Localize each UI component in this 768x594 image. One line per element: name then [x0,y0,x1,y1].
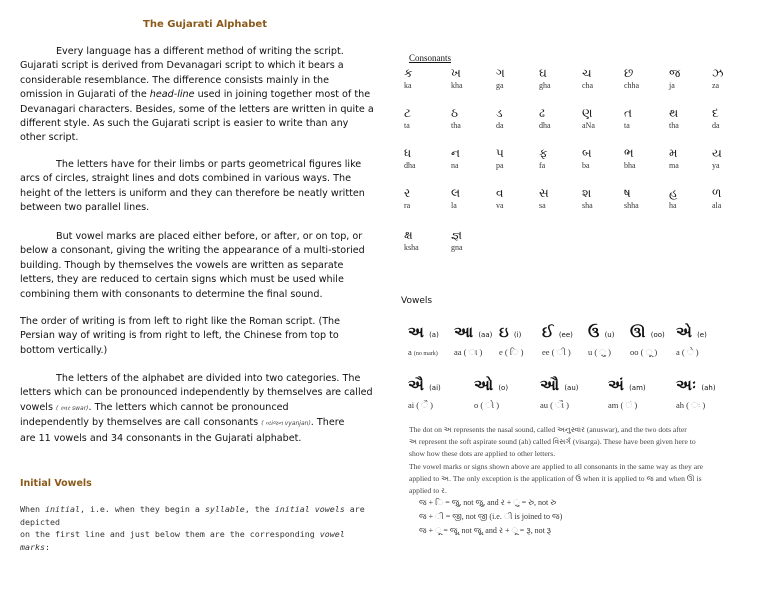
initial-vowels-text: When initial, i.e. when they begin a syllable, the initial vowels are depicted on the first line and just below them are the corresponding vowel marks: [20,504,365,552]
consonant-cell: જ્ઞ gna [451,228,463,252]
vowel-cell: અં (am) am ( ં ) [608,376,646,410]
vowel-cell: ઈ (ee) ee ( ી ) [542,323,573,357]
vowels-label: Vowels [401,296,433,306]
consonant-cell: ભ bha [624,146,636,170]
consonant-cell: ણ aNa [582,106,595,130]
consonant-cell: ફ fa [539,146,548,170]
vowel-cell: ઐ (ai) ai ( ૈ ) [408,376,441,410]
vowel-cell: આ (aa) aa ( ા ) [454,323,493,357]
paragraph-script-origin: Every language has a different method of writing the script. Gujarati script is derived from Devanagari script to which it bears a considerable resemblance. The difference consists mainly in the omission in Gujarati of the head-line used in joining together most of the Devanagari characters. Besides, some of the letters are written in quite a different style. As such the Gujarati script is easier to write than any other script. [20,46,374,144]
paragraph-writing-direction: The order of writing is from left to right like the Roman script. (The Persian way of writing is from right to left, the Chinese from top to bottom vertically.) [20,316,341,356]
example-line: જ + િ = જુ, not જુ, and ર + ુ = રુ, not રુ [419,498,557,507]
vowel-cell: ઔ (au) au ( ૌ ) [540,376,579,410]
consonant-cell: લ la [451,186,461,210]
vowel-cell: ઉ (u) u ( ુ ) [588,323,615,357]
example-line: જ + ૂ = જૂ, not જૂ, and ર + ૂ = રૂ, not રૂ [419,526,552,535]
consonant-cell: સ sa [539,186,549,210]
consonant-cell: જ ja [669,66,681,90]
example-line: જ + ી = જી, not જી (i.e. ી is joined to જ) [419,512,563,521]
consonant-cell: બ ba [582,146,592,170]
consonant-cell: વ va [496,186,504,210]
consonant-cell: ત ta [624,106,632,130]
vowel-notes: The dot on અ represents the nasal sound, called અનુસ્વાર (anuswar), and the two dots after અ represent the soft aspirate sound (ah) called વિસર્ગ (visarga). These have been given here to show how these dots are applied to other letters. The vowel marks or signs shown above are applied to all consonants in the same way as they are applied to અ. The only exception is the application of ઉ when it is applied to જ and when ઊ is applied to ર. [409,425,703,496]
consonant-cell: ઢ dha [539,106,551,130]
consonant-cell: હ ha [669,186,678,210]
vowel-cell: ઇ (i) e ( િ ) [499,323,524,357]
paragraph-letter-shapes: The letters have for their limbs or parts geometrical figures like arcs of circles, straight lines and dots combined in various ways. The height of the letters is uniform and they can therefore be neatly written between two parallel lines. [20,159,365,214]
paragraph-letter-categories: The letters of the alphabet are divided into two categories. The letters which can be pronounced independently by themselves are called vowels ( સ્વર swar). The letters which cannot be pronounced independently by themselves are call consonants ( વ્યંજન vyanjan). There are 11 vowels and 34 consonants in the Gujarati alphabet. [20,373,373,444]
consonant-cell: ઝ za [712,66,724,90]
consonant-cell: ગ ga [496,66,505,90]
vowel-cell: ઓ (o) o ( ો ) [474,376,509,410]
document-title: The Gujarati Alphabet [143,19,267,30]
consonant-cell: ર ra [404,186,411,210]
consonant-cell: ખ kha [451,66,463,90]
paragraph-vowel-marks: But vowel marks are placed either before, or after, or on top, or below a consonant, giving the writing the appearance of a multi-storied building. Though by themselves the vowels are written as separate letters, they are reduced to certain signs which must be used while combining them with consonants to determine the final sound. [20,231,365,300]
consonant-cell: શ sha [582,186,593,210]
consonant-cell: ડ da [496,106,504,130]
consonant-cell: ય ya [712,146,722,170]
vowel-cell: અઃ (ah) ah ( ઃ ) [676,376,716,410]
consonant-cell: ટ ta [404,106,411,130]
consonant-cell: ઘ gha [539,66,551,90]
consonant-cell: ક્ષ ksha [404,228,419,252]
consonant-cell: ચ cha [582,66,594,90]
consonant-cell: ષ shha [624,186,639,210]
consonant-cell: દ da [712,106,720,130]
vowel-cell: અ (a) a (no mark) [408,323,439,357]
consonant-cell: ક ka [404,66,413,90]
consonant-cell: ળ ala [712,186,722,210]
consonant-cell: મ ma [669,146,679,170]
consonant-cell: છ chha [624,66,640,90]
consonant-cell: ધ dha [404,146,416,170]
consonant-cell: ઠ tha [451,106,461,130]
consonant-cell: થ tha [669,106,679,130]
initial-vowels-heading: Initial Vowels [20,478,92,489]
consonant-cell: ન na [451,146,460,170]
vowel-cell: ઊ (oo) oo ( ૂ ) [630,323,665,357]
consonant-cell: પ pa [496,146,504,170]
consonants-label: Consonants [409,53,452,63]
vowel-cell: એ (e) a ( ે ) [676,323,707,357]
